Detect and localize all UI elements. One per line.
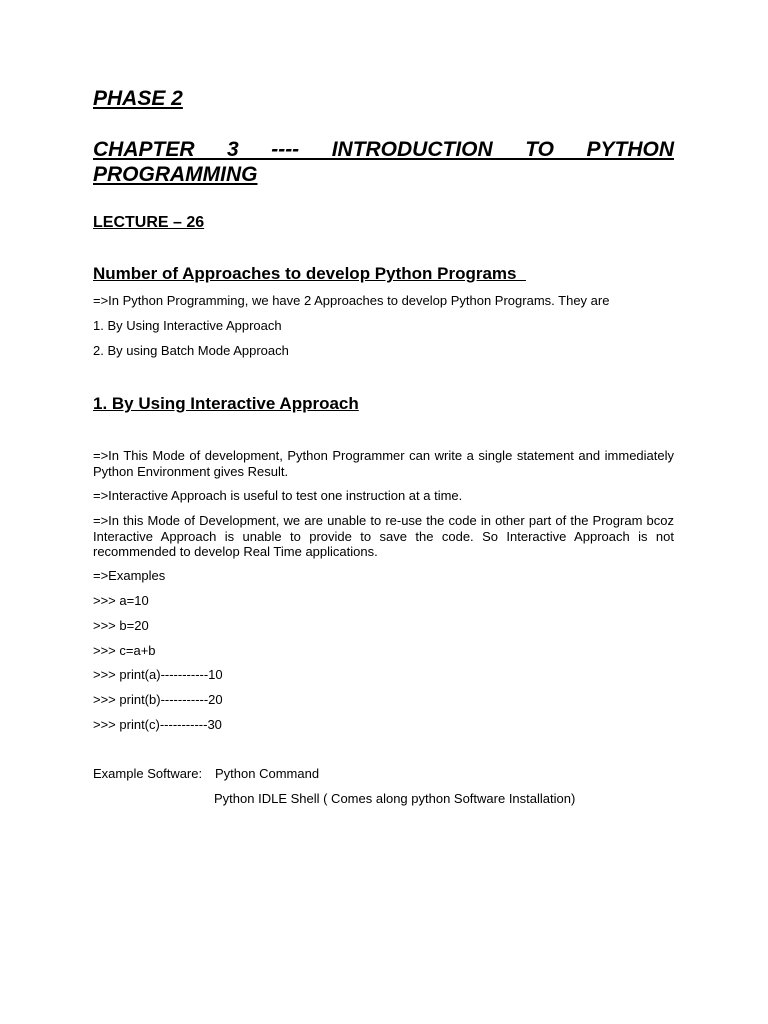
approaches-heading: Number of Approaches to develop Python Programs <box>93 264 526 283</box>
interactive-reuse-paragraph: =>In this Mode of Development, we are unable to re-use the code in other part of the Program bcoz Interactive Approach is unable to provide to save the code. So Interactive Approach is not recommended to develop Real Time applications. <box>93 513 674 559</box>
approach-list-item: 2. By using Batch Mode Approach <box>93 343 289 358</box>
approaches-intro: =>In Python Programming, we have 2 Approaches to develop Python Programs. They are <box>93 293 610 308</box>
phase-title: PHASE 2 <box>93 87 183 110</box>
approach-list-item: 1. By Using Interactive Approach <box>93 318 282 333</box>
example-software-item: Python IDLE Shell ( Comes along python Software Installation) <box>214 791 576 806</box>
code-line: >>> a=10 <box>93 593 149 608</box>
code-line: >>> print(a)-----------10 <box>93 667 223 682</box>
lecture-title: LECTURE – 26 <box>93 214 205 231</box>
code-line: >>> print(c)-----------30 <box>93 717 222 732</box>
document-page <box>93 0 674 1024</box>
chapter-title: CHAPTER 3 ---- INTRODUCTION TO PYTHON PROGRAMMING <box>93 138 674 186</box>
code-line: >>> print(b)-----------20 <box>93 692 223 707</box>
example-software-item: Python Command <box>215 766 320 781</box>
example-software-label: Example Software: <box>93 766 203 781</box>
example-software-row <box>93 766 674 782</box>
interactive-mode-paragraph: =>In This Mode of development, Python Programmer can write a single statement and immediately Python Environment gives Result. <box>93 448 674 479</box>
code-line: >>> c=a+b <box>93 643 156 658</box>
interactive-approach-heading: 1. By Using Interactive Approach <box>93 394 359 413</box>
interactive-useful-paragraph: =>Interactive Approach is useful to test one instruction at a time. <box>93 488 463 503</box>
code-line: >>> b=20 <box>93 618 149 633</box>
examples-label: =>Examples <box>93 568 166 583</box>
